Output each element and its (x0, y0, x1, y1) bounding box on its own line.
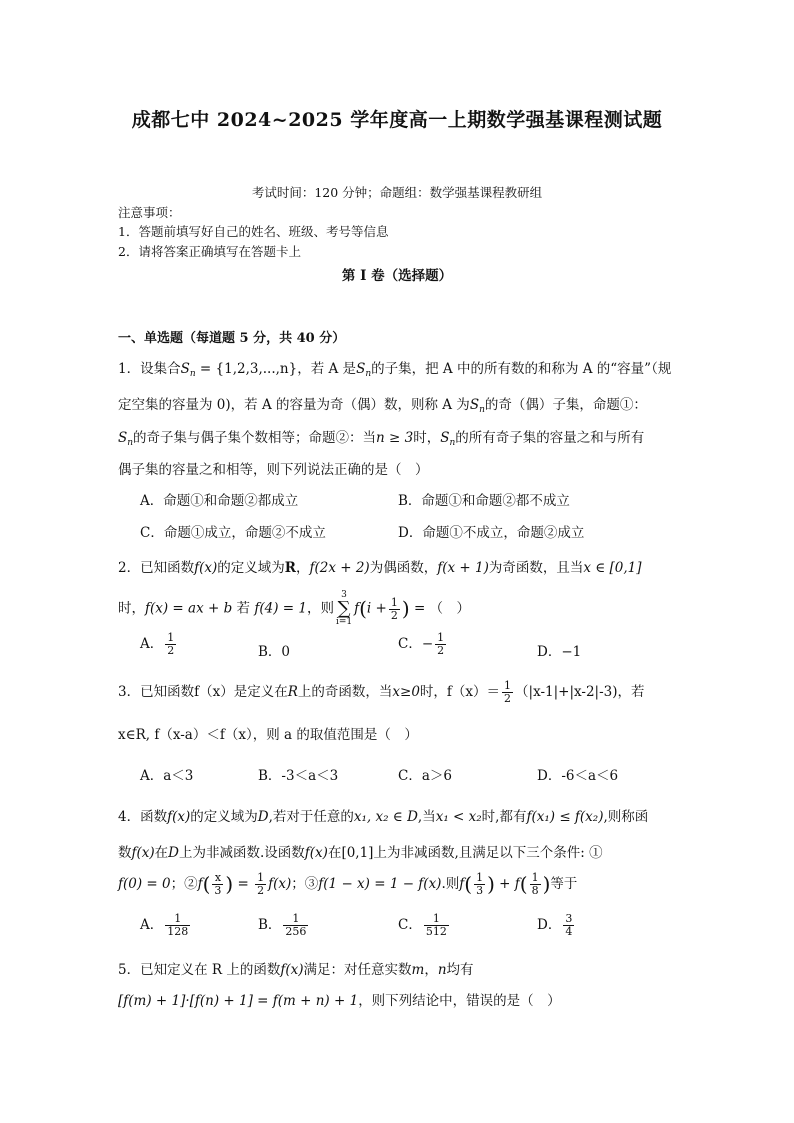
q4-line-3: f(0) = 0；②f( $\frac{x}{3}$ ) = $\frac{1}{2}$ f(x)；③f(1 − x) = 1 − f(x).则f( $\frac{1}{3}$ ) + f( $\frac{1}{8}$ )等于 (118, 871, 578, 897)
q3-option-a[interactable]: A．a＜3 (140, 768, 194, 784)
notes-heading: 注意事项： (118, 205, 181, 220)
q1-option-d[interactable]: D．命题①不成立，命题②成立 (398, 525, 585, 541)
part-title: 第 I 卷（选择题） (341, 268, 453, 284)
q1-line-4: 偶子集的容量之和相等，则下列说法正确的是（ ） (118, 462, 429, 478)
q2-option-c[interactable]: C．− $\frac{1}{2}$ (398, 631, 445, 657)
q2-option-b[interactable]: B．0 (258, 644, 291, 660)
q4-line-1: 4．函数f(x)的定义域为D,若对于任意的x₁, x₂ ∈ D,当x₁ < x₂时,都有f(x₁) ≤ f(x₂),则称函 (118, 809, 649, 825)
q1-option-a[interactable]: A．命题①和命题②都成立 (140, 493, 299, 509)
q3-option-c[interactable]: C．a＞6 (398, 768, 452, 784)
paper-title: 成都七中 2024~2025 学年度高一上期数学强基课程测试题 (131, 109, 663, 131)
q2-option-d[interactable]: D．−1 (537, 644, 582, 660)
q2-line-2: 时，f(x) = ax + b 若 f(4) = 1，则3 ∑ i=1f(i + $\frac{1}{2}$ ) = （ ） (118, 590, 471, 627)
q5-line-2: [f(m) + 1]·[f(n) + 1] = f(m + n) + 1，则下列结论中，错误的是（ ） (118, 993, 561, 1009)
set-definition: = {1,2,3,...,n} (195, 361, 298, 377)
set-symbol: $S_n$ (180, 361, 196, 379)
exam-info: 考试时间：120 分钟；命题组：数学强基课程教研组 (251, 185, 543, 200)
q4-option-b[interactable]: B． $\frac{1}{256}$ (258, 912, 307, 938)
q1-option-c[interactable]: C．命题①成立，命题②不成立 (140, 525, 326, 541)
q2-line-1: 2．已知函数f(x)的定义域为R，f(2x + 2)为偶函数，f(x + 1)为奇函数，且当x ∈ [0,1] (118, 560, 642, 576)
q3-line-1: 3．已知函数f（x）是定义在R上的奇函数，当x≥0时，f（x）＝ $\frac{1}{2}$ （|x-1|+|x-2|-3)，若 (118, 679, 645, 705)
q4-option-d[interactable]: D． $\frac{3}{4}$ (537, 912, 573, 938)
summation-symbol: 3 ∑ i=1 (335, 590, 353, 627)
note-item-1: 1．答题前填写好自己的姓名、班级、考号等信息 (118, 224, 389, 239)
q1-line-1: 1．设集合$S_n = \{1,2,3,...,n\}$，若 A 是$S_n$的子集，把 A 中的所有数的和称为 A 的“容量”（规 (118, 361, 672, 379)
section-title: 一、单选题（每道题 5 分，共 40 分） (118, 331, 346, 346)
q4-line-2: 数f(x)在D上为非减函数.设函数f(x)在[0,1]上为非减函数,且满足以下三个条件: ① (118, 845, 603, 861)
q5-line-1: 5．已知定义在 R 上的函数f(x)满足：对任意实数m，n均有 (118, 962, 474, 978)
q3-option-d[interactable]: D．-6＜a＜6 (537, 768, 619, 784)
q3-line-2: x∈R, f（x-a）＜f（x），则 a 的取值范围是（ ） (118, 727, 418, 743)
note-item-2: 2．请将答案正确填写在答题卡上 (118, 244, 301, 259)
q4-option-a[interactable]: A． $\frac{1}{128}$ (140, 912, 189, 938)
q1-line-2: 定空集的容量为 0)，若 A 的容量为奇（偶）数，则称 A 为$S_n$的奇（偶）子集，命题①： (118, 397, 647, 415)
q1-line-3: $S_n$的奇子集与偶子集个数相等；命题②：当n ≥ 3时，$S_n$的所有奇子集的容量之和与所有 (118, 430, 645, 448)
q1-option-b[interactable]: B．命题①和命题②都不成立 (398, 493, 570, 509)
q3-option-b[interactable]: B．-3＜a＜3 (258, 768, 339, 784)
q4-option-c[interactable]: C． $\frac{1}{512}$ (398, 912, 447, 938)
q2-option-a[interactable]: A． $\frac{1}{2}$ (140, 631, 175, 657)
fraction-half: $\frac{1}{2}$ (390, 595, 398, 622)
